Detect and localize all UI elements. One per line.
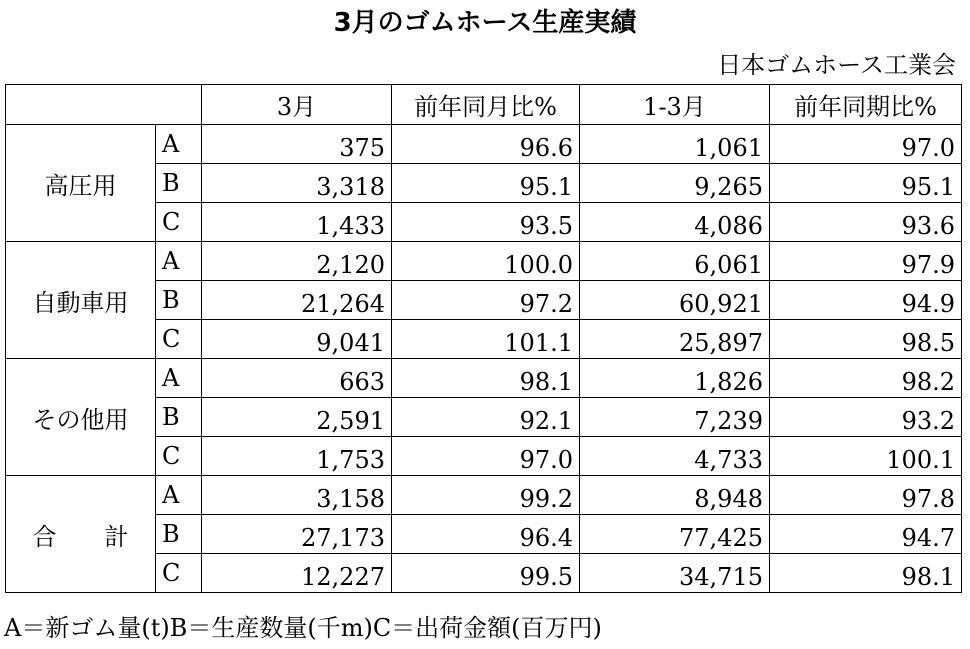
cell-month-yoy: 96.4 bbox=[392, 515, 580, 554]
cell-ytd-yoy: 97.8 bbox=[770, 476, 962, 515]
row-key: C bbox=[156, 437, 202, 476]
row-key: B bbox=[156, 398, 202, 437]
group-label-other: その他用 bbox=[6, 359, 156, 476]
cell-month: 3,158 bbox=[202, 476, 392, 515]
row-key: B bbox=[156, 515, 202, 554]
cell-month-yoy: 99.5 bbox=[392, 554, 580, 593]
header-ytd: 1-3月 bbox=[580, 85, 770, 125]
cell-ytd: 1,061 bbox=[580, 125, 770, 164]
cell-month-yoy: 98.1 bbox=[392, 359, 580, 398]
cell-ytd-yoy: 98.5 bbox=[770, 320, 962, 359]
group-label-automotive: 自動車用 bbox=[6, 242, 156, 359]
cell-month: 27,173 bbox=[202, 515, 392, 554]
header-ytd-yoy: 前年同期比% bbox=[770, 85, 962, 125]
cell-month: 2,591 bbox=[202, 398, 392, 437]
source-label: 日本ゴムホース工業会 bbox=[717, 51, 956, 79]
cell-ytd-yoy: 94.9 bbox=[770, 281, 962, 320]
row-key: B bbox=[156, 281, 202, 320]
cell-month-yoy: 92.1 bbox=[392, 398, 580, 437]
cell-month-yoy: 97.0 bbox=[392, 437, 580, 476]
cell-ytd: 8,948 bbox=[580, 476, 770, 515]
cell-month: 12,227 bbox=[202, 554, 392, 593]
cell-ytd: 60,921 bbox=[580, 281, 770, 320]
page-title: 3月のゴムホース生産実績 bbox=[333, 8, 637, 38]
cell-ytd: 34,715 bbox=[580, 554, 770, 593]
cell-month-yoy: 101.1 bbox=[392, 320, 580, 359]
cell-ytd: 1,826 bbox=[580, 359, 770, 398]
group-label-high-pressure: 高圧用 bbox=[6, 125, 156, 242]
cell-ytd: 7,239 bbox=[580, 398, 770, 437]
cell-month: 375 bbox=[202, 125, 392, 164]
header-blank bbox=[6, 85, 202, 125]
cell-month: 9,041 bbox=[202, 320, 392, 359]
cell-ytd-yoy: 98.1 bbox=[770, 554, 962, 593]
cell-ytd-yoy: 97.0 bbox=[770, 125, 962, 164]
cell-ytd-yoy: 93.2 bbox=[770, 398, 962, 437]
production-table bbox=[5, 84, 962, 593]
row-key: A bbox=[156, 359, 202, 398]
table-row bbox=[6, 359, 962, 398]
row-key: C bbox=[156, 203, 202, 242]
cell-month-yoy: 100.0 bbox=[392, 242, 580, 281]
cell-month-yoy: 93.5 bbox=[392, 203, 580, 242]
cell-month: 3,318 bbox=[202, 164, 392, 203]
cell-ytd-yoy: 94.7 bbox=[770, 515, 962, 554]
row-key: A bbox=[156, 125, 202, 164]
cell-ytd-yoy: 98.2 bbox=[770, 359, 962, 398]
cell-ytd-yoy: 97.9 bbox=[770, 242, 962, 281]
table-row bbox=[6, 476, 962, 515]
row-key: A bbox=[156, 476, 202, 515]
cell-month: 663 bbox=[202, 359, 392, 398]
cell-month-yoy: 97.2 bbox=[392, 281, 580, 320]
table-header-row bbox=[6, 85, 962, 125]
cell-month-yoy: 96.6 bbox=[392, 125, 580, 164]
row-key: C bbox=[156, 320, 202, 359]
row-key: C bbox=[156, 554, 202, 593]
legend-note: A＝新ゴム量(t)B＝生産数量(千m)C＝出荷金額(百万円) bbox=[4, 614, 602, 642]
cell-month: 2,120 bbox=[202, 242, 392, 281]
cell-ytd: 9,265 bbox=[580, 164, 770, 203]
cell-ytd: 4,086 bbox=[580, 203, 770, 242]
group-label-total: 合 計 bbox=[6, 476, 156, 593]
cell-month: 21,264 bbox=[202, 281, 392, 320]
header-month-yoy: 前年同月比% bbox=[392, 85, 580, 125]
cell-month: 1,433 bbox=[202, 203, 392, 242]
table-row bbox=[6, 242, 962, 281]
cell-month: 1,753 bbox=[202, 437, 392, 476]
cell-month-yoy: 95.1 bbox=[392, 164, 580, 203]
table-row bbox=[6, 125, 962, 164]
cell-month-yoy: 99.2 bbox=[392, 476, 580, 515]
cell-ytd-yoy: 100.1 bbox=[770, 437, 962, 476]
cell-ytd: 77,425 bbox=[580, 515, 770, 554]
row-key: A bbox=[156, 242, 202, 281]
cell-ytd: 25,897 bbox=[580, 320, 770, 359]
row-key: B bbox=[156, 164, 202, 203]
cell-ytd: 6,061 bbox=[580, 242, 770, 281]
cell-ytd-yoy: 95.1 bbox=[770, 164, 962, 203]
header-month: 3月 bbox=[202, 85, 392, 125]
table-body bbox=[6, 125, 962, 593]
cell-ytd: 4,733 bbox=[580, 437, 770, 476]
cell-ytd-yoy: 93.6 bbox=[770, 203, 962, 242]
